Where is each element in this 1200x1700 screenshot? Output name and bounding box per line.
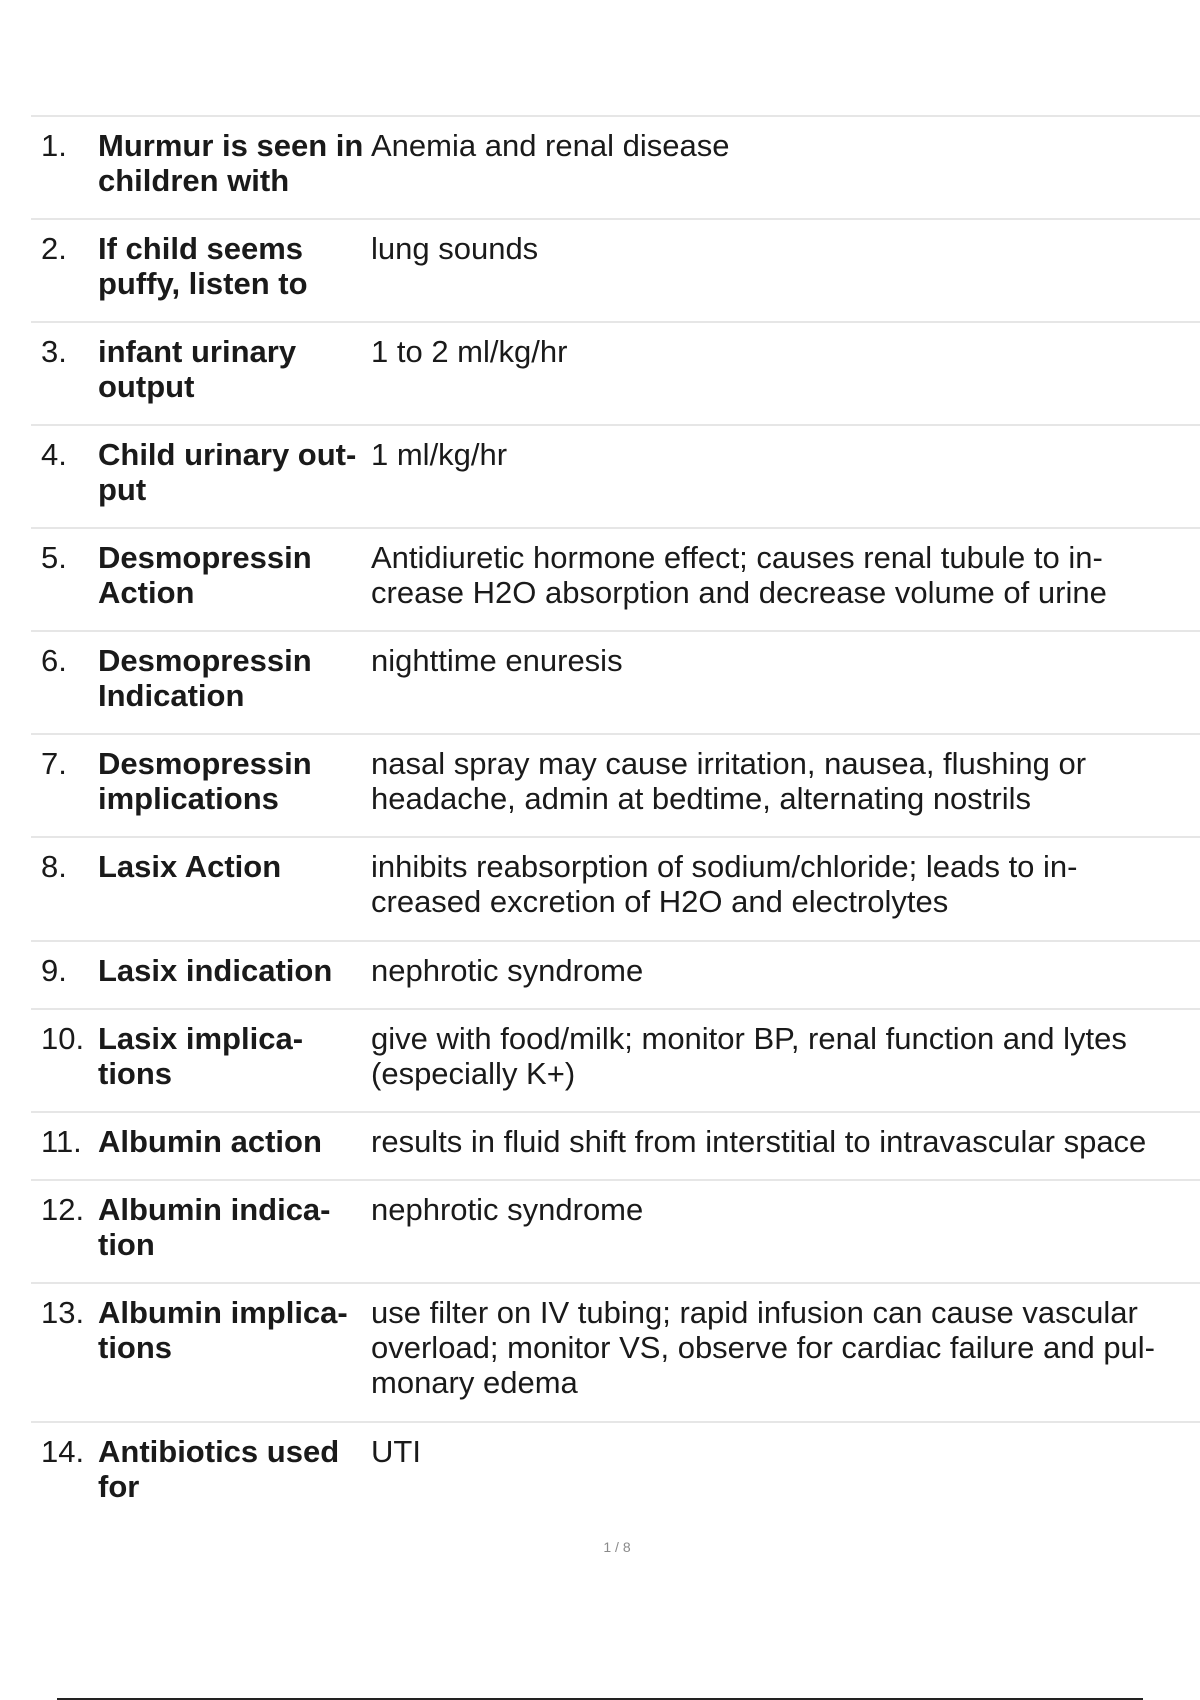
card-number: 9. <box>41 953 67 988</box>
card-term: Desmopressin implications <box>98 746 312 816</box>
card-definition: inhibits reabsorption of sodium/chloride; leads to in-creased excretion of H2O and electrolytes <box>371 849 1078 919</box>
card-number: 13. <box>41 1295 85 1330</box>
card-definition: 1 ml/kg/hr <box>371 437 508 472</box>
card-term: Lasix implica-tions <box>98 1021 304 1091</box>
card-number: 6. <box>41 643 67 678</box>
flashcard-row <box>31 1010 1200 1113</box>
card-term: Albumin implica-tions <box>98 1295 348 1365</box>
card-number: 10. <box>41 1021 85 1056</box>
card-term: infant urinary output <box>98 334 297 404</box>
flashcard-row <box>31 117 1200 220</box>
card-number: 4. <box>41 437 67 472</box>
flashcard-row <box>31 632 1200 735</box>
card-term: Lasix Action <box>98 849 282 884</box>
card-definition: Antidiuretic hormone effect; causes renal tubule to in-crease H2O absorption and decrease volume of urine <box>371 540 1107 610</box>
card-number: 3. <box>41 334 67 369</box>
flashcard-table <box>31 115 1200 1526</box>
flashcard-row <box>31 323 1200 426</box>
card-number: 12. <box>41 1192 85 1227</box>
card-definition: results in fluid shift from interstitial to intravascular space <box>371 1124 1147 1159</box>
card-number: 1. <box>41 128 67 163</box>
card-term: Antibiotics used for <box>98 1434 340 1504</box>
card-term: Albumin indica-tion <box>98 1192 331 1262</box>
card-number: 7. <box>41 746 67 781</box>
card-term: Child urinary out-put <box>98 437 357 507</box>
flashcard-row <box>31 1284 1200 1423</box>
card-term: Lasix indication <box>98 953 333 988</box>
flashcard-row <box>31 220 1200 323</box>
card-definition: use filter on IV tubing; rapid infusion can cause vascular overload; monitor VS, observe for cardiac failure and pul-monary edema <box>371 1295 1156 1400</box>
card-term: Desmopressin Action <box>98 540 312 610</box>
flashcard-row <box>31 1181 1200 1284</box>
flashcard-row <box>31 1113 1200 1181</box>
card-term: Murmur is seen in children with <box>98 128 364 198</box>
flashcard-row <box>31 942 1200 1010</box>
card-term: Desmopressin Indication <box>98 643 312 713</box>
card-definition: nephrotic syndrome <box>371 953 644 988</box>
flashcard-row <box>31 426 1200 529</box>
card-definition: nephrotic syndrome <box>371 1192 644 1227</box>
flashcard-row <box>31 838 1200 942</box>
flashcard-row <box>31 529 1200 632</box>
card-number: 5. <box>41 540 67 575</box>
card-term: If child seems puffy, listen to <box>98 231 308 301</box>
flashcard-row <box>31 735 1200 838</box>
page-number: 1 / 8 <box>603 1539 631 1555</box>
flashcard-row <box>31 1423 1200 1526</box>
card-definition: lung sounds <box>371 231 539 266</box>
card-definition: UTI <box>371 1434 421 1469</box>
card-definition: give with food/milk; monitor BP, renal function and lytes (especially K+) <box>371 1021 1127 1091</box>
card-definition: Anemia and renal disease <box>371 128 730 163</box>
card-definition: nasal spray may cause irritation, nausea, flushing or headache, admin at bedtime, alternating nostrils <box>371 746 1087 816</box>
card-number: 2. <box>41 231 67 266</box>
card-definition: 1 to 2 ml/kg/hr <box>371 334 568 369</box>
card-definition: nighttime enuresis <box>371 643 623 678</box>
card-number: 11. <box>41 1124 82 1159</box>
card-number: 14. <box>41 1434 85 1469</box>
card-number: 8. <box>41 849 67 884</box>
card-term: Albumin action <box>98 1124 322 1159</box>
